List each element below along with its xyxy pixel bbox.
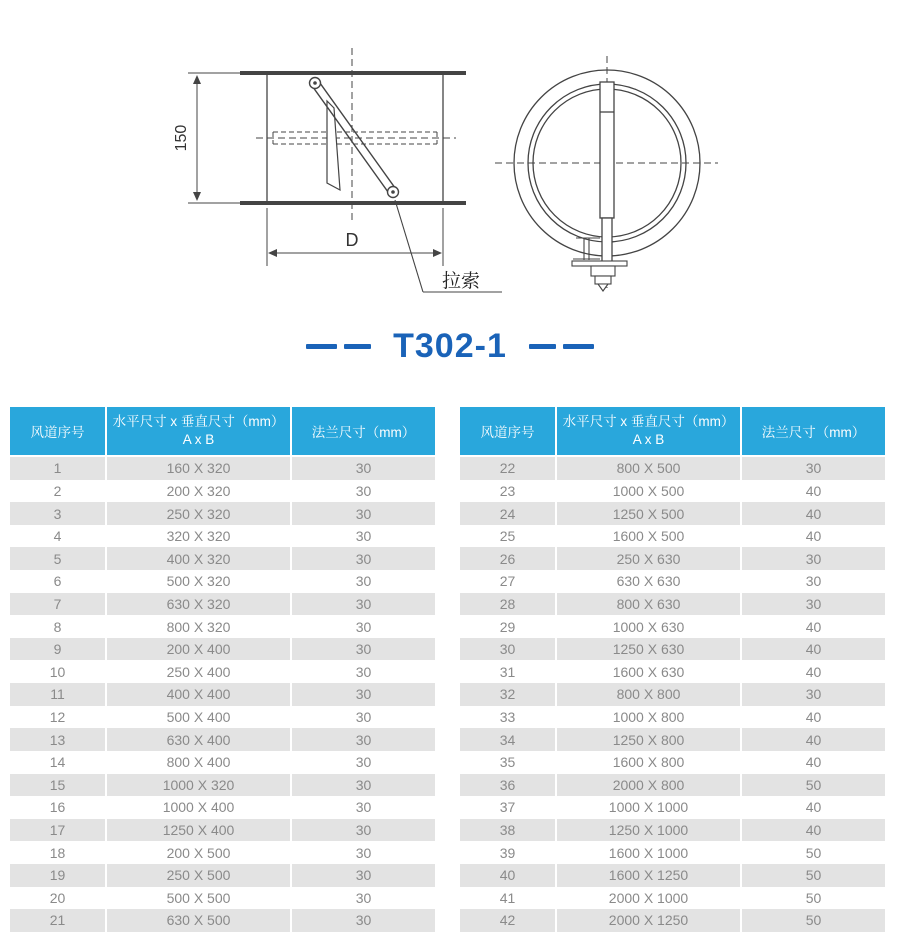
table-body-left (10, 457, 435, 932)
model-title-row (0, 324, 900, 368)
row-size-cell: 630 X 400 (105, 728, 290, 751)
row-flange-cell: 30 (290, 525, 435, 548)
row-flange-cell: 40 (740, 819, 885, 842)
row-size-cell: 400 X 400 (105, 683, 290, 706)
damper-front-view (495, 56, 718, 291)
row-number-cell: 20 (10, 887, 105, 910)
row-flange-cell: 30 (740, 593, 885, 616)
spec-table-left (10, 407, 435, 932)
table-row (10, 593, 435, 616)
row-number-cell: 35 (460, 751, 555, 774)
row-number-cell: 18 (10, 841, 105, 864)
table-row (460, 819, 885, 842)
table-row (460, 660, 885, 683)
bottom-bracket (572, 238, 627, 291)
table-row (10, 525, 435, 548)
table-row (460, 774, 885, 797)
header-size (105, 407, 290, 457)
dim-150 (188, 73, 250, 203)
row-number-cell: 23 (460, 480, 555, 503)
row-size-cell: 250 X 630 (555, 547, 740, 570)
header-size-line2: A x B (632, 432, 665, 447)
row-flange-cell: 30 (290, 615, 435, 638)
row-number-cell: 29 (460, 615, 555, 638)
header-size-line2: A x B (182, 432, 215, 447)
row-flange-cell: 50 (740, 864, 885, 887)
row-flange-cell: 30 (290, 593, 435, 616)
row-flange-cell: 30 (290, 751, 435, 774)
table-row (460, 525, 885, 548)
row-size-cell: 1600 X 1000 (555, 841, 740, 864)
dim-150-label: 150 (173, 124, 190, 152)
row-flange-cell: 30 (290, 502, 435, 525)
table-row (460, 841, 885, 864)
row-number-cell: 19 (10, 864, 105, 887)
row-size-cell: 250 X 500 (105, 864, 290, 887)
row-size-cell: 1600 X 500 (555, 525, 740, 548)
table-row (10, 660, 435, 683)
row-size-cell: 630 X 320 (105, 593, 290, 616)
row-size-cell: 1000 X 320 (105, 774, 290, 797)
row-number-cell: 16 (10, 796, 105, 819)
row-flange-cell: 30 (290, 480, 435, 503)
row-size-cell: 160 X 320 (105, 457, 290, 480)
table-row (460, 570, 885, 593)
row-size-cell: 800 X 800 (555, 683, 740, 706)
table-row (10, 683, 435, 706)
row-flange-cell: 40 (740, 706, 885, 729)
table-row (10, 819, 435, 842)
row-flange-cell: 30 (290, 774, 435, 797)
table-row (10, 480, 435, 503)
table-row (460, 728, 885, 751)
row-size-cell: 1250 X 400 (105, 819, 290, 842)
row-flange-cell: 30 (740, 570, 885, 593)
title-dash (306, 344, 337, 349)
row-size-cell: 250 X 320 (105, 502, 290, 525)
damper-blade (327, 101, 340, 190)
title-dash (563, 344, 594, 349)
row-size-cell: 2000 X 1250 (555, 909, 740, 932)
table-row (10, 796, 435, 819)
row-size-cell: 200 X 400 (105, 638, 290, 661)
row-size-cell: 1000 X 400 (105, 796, 290, 819)
row-size-cell: 1000 X 800 (555, 706, 740, 729)
row-number-cell: 5 (10, 547, 105, 570)
row-number-cell: 24 (460, 502, 555, 525)
table-row (10, 864, 435, 887)
row-number-cell: 26 (460, 547, 555, 570)
row-number-cell: 38 (460, 819, 555, 842)
header-label: 风道序号 (480, 425, 535, 440)
row-number-cell: 11 (10, 683, 105, 706)
row-number-cell: 12 (10, 706, 105, 729)
row-size-cell: 630 X 500 (105, 909, 290, 932)
table-row (10, 615, 435, 638)
row-size-cell: 500 X 400 (105, 706, 290, 729)
row-number-cell: 1 (10, 457, 105, 480)
table-row (460, 547, 885, 570)
row-flange-cell: 30 (290, 887, 435, 910)
row-flange-cell: 40 (740, 638, 885, 661)
row-number-cell: 25 (460, 525, 555, 548)
row-number-cell: 6 (10, 570, 105, 593)
row-number-cell: 2 (10, 480, 105, 503)
row-flange-cell: 30 (740, 457, 885, 480)
row-number-cell: 31 (460, 660, 555, 683)
row-number-cell: 42 (460, 909, 555, 932)
row-number-cell: 27 (460, 570, 555, 593)
header-label: 法兰尺寸（mm） (311, 425, 416, 440)
row-number-cell: 39 (460, 841, 555, 864)
row-flange-cell: 40 (740, 525, 885, 548)
table-row (460, 615, 885, 638)
row-flange-cell: 40 (740, 480, 885, 503)
row-flange-cell: 30 (290, 570, 435, 593)
row-number-cell: 9 (10, 638, 105, 661)
row-number-cell: 13 (10, 728, 105, 751)
row-number-cell: 8 (10, 615, 105, 638)
table-row (460, 887, 885, 910)
table-row (460, 909, 885, 932)
row-size-cell: 400 X 320 (105, 547, 290, 570)
row-flange-cell: 30 (290, 683, 435, 706)
row-size-cell: 1250 X 500 (555, 502, 740, 525)
row-flange-cell: 30 (290, 819, 435, 842)
row-size-cell: 1000 X 500 (555, 480, 740, 503)
table-row (10, 547, 435, 570)
spec-table-right (460, 407, 885, 932)
row-flange-cell: 50 (740, 909, 885, 932)
table-row (10, 457, 435, 480)
header-label: 风道序号 (30, 425, 85, 440)
row-size-cell: 200 X 500 (105, 841, 290, 864)
row-size-cell: 1250 X 630 (555, 638, 740, 661)
table-row (460, 480, 885, 503)
table-header-row (10, 407, 435, 457)
cable-label: 拉索 (441, 271, 481, 292)
row-size-cell: 250 X 400 (105, 660, 290, 683)
header-flange (740, 407, 885, 457)
row-size-cell: 800 X 500 (555, 457, 740, 480)
row-number-cell: 7 (10, 593, 105, 616)
table-row (10, 706, 435, 729)
table-row (10, 841, 435, 864)
row-number-cell: 14 (10, 751, 105, 774)
row-size-cell: 800 X 630 (555, 593, 740, 616)
row-number-cell: 40 (460, 864, 555, 887)
row-number-cell: 17 (10, 819, 105, 842)
duct-side-view (173, 48, 502, 292)
dim-d-label: D (345, 230, 359, 250)
table-row (10, 502, 435, 525)
row-flange-cell: 30 (740, 547, 885, 570)
row-number-cell: 10 (10, 660, 105, 683)
table-row (460, 864, 885, 887)
row-flange-cell: 30 (290, 638, 435, 661)
header-flange (290, 407, 435, 457)
row-number-cell: 21 (10, 909, 105, 932)
row-flange-cell: 40 (740, 615, 885, 638)
table-row (10, 728, 435, 751)
table-row (10, 638, 435, 661)
row-size-cell: 500 X 500 (105, 887, 290, 910)
row-flange-cell: 30 (290, 864, 435, 887)
row-number-cell: 22 (460, 457, 555, 480)
row-size-cell: 500 X 320 (105, 570, 290, 593)
row-size-cell: 1600 X 1250 (555, 864, 740, 887)
header-label: 法兰尺寸（mm） (761, 425, 866, 440)
table-row (10, 774, 435, 797)
row-number-cell: 30 (460, 638, 555, 661)
row-size-cell: 630 X 630 (555, 570, 740, 593)
title-right-dashes (529, 344, 594, 349)
table-row (10, 751, 435, 774)
table-row (460, 457, 885, 480)
model-title: T302-1 (393, 327, 507, 365)
row-flange-cell: 30 (290, 457, 435, 480)
row-size-cell: 2000 X 800 (555, 774, 740, 797)
table-row (460, 796, 885, 819)
row-size-cell: 1250 X 1000 (555, 819, 740, 842)
row-flange-cell: 50 (740, 887, 885, 910)
row-size-cell: 1600 X 800 (555, 751, 740, 774)
header-duct-serial (460, 407, 555, 457)
row-flange-cell: 50 (740, 841, 885, 864)
row-flange-cell: 40 (740, 751, 885, 774)
row-flange-cell: 30 (290, 796, 435, 819)
row-number-cell: 4 (10, 525, 105, 548)
table-row (10, 909, 435, 932)
table-row (10, 887, 435, 910)
table-row (460, 751, 885, 774)
table-row (460, 706, 885, 729)
row-flange-cell: 30 (290, 909, 435, 932)
row-number-cell: 28 (460, 593, 555, 616)
row-size-cell: 1000 X 1000 (555, 796, 740, 819)
row-size-cell: 2000 X 1000 (555, 887, 740, 910)
blade-shaft (600, 82, 614, 262)
row-flange-cell: 30 (740, 683, 885, 706)
row-flange-cell: 40 (740, 728, 885, 751)
row-flange-cell: 30 (290, 706, 435, 729)
row-size-cell: 800 X 400 (105, 751, 290, 774)
header-size (555, 407, 740, 457)
table-row (460, 638, 885, 661)
row-flange-cell: 50 (740, 774, 885, 797)
row-flange-cell: 30 (290, 547, 435, 570)
table-row (460, 683, 885, 706)
header-size-line1: 水平尺寸 x 垂直尺寸（mm） (562, 413, 735, 429)
row-size-cell: 1600 X 630 (555, 660, 740, 683)
row-flange-cell: 30 (290, 841, 435, 864)
table-header-row (460, 407, 885, 457)
row-size-cell: 800 X 320 (105, 615, 290, 638)
row-number-cell: 34 (460, 728, 555, 751)
row-size-cell: 200 X 320 (105, 480, 290, 503)
drawings-svg (0, 0, 900, 318)
row-flange-cell: 40 (740, 796, 885, 819)
title-dash (529, 344, 556, 349)
table-row (460, 502, 885, 525)
row-flange-cell: 30 (290, 660, 435, 683)
row-flange-cell: 40 (740, 660, 885, 683)
table-row (460, 593, 885, 616)
row-number-cell: 15 (10, 774, 105, 797)
row-number-cell: 41 (460, 887, 555, 910)
row-size-cell: 320 X 320 (105, 525, 290, 548)
table-body-right (460, 457, 885, 932)
row-number-cell: 33 (460, 706, 555, 729)
row-flange-cell: 30 (290, 728, 435, 751)
row-number-cell: 32 (460, 683, 555, 706)
title-dash (344, 344, 371, 349)
row-flange-cell: 40 (740, 502, 885, 525)
technical-drawings (0, 0, 900, 318)
header-duct-serial (10, 407, 105, 457)
row-number-cell: 37 (460, 796, 555, 819)
row-size-cell: 1250 X 800 (555, 728, 740, 751)
table-row (10, 570, 435, 593)
title-left-dashes (306, 344, 371, 349)
header-size-line1: 水平尺寸 x 垂直尺寸（mm） (112, 413, 285, 429)
row-size-cell: 1000 X 630 (555, 615, 740, 638)
row-number-cell: 3 (10, 502, 105, 525)
row-number-cell: 36 (460, 774, 555, 797)
